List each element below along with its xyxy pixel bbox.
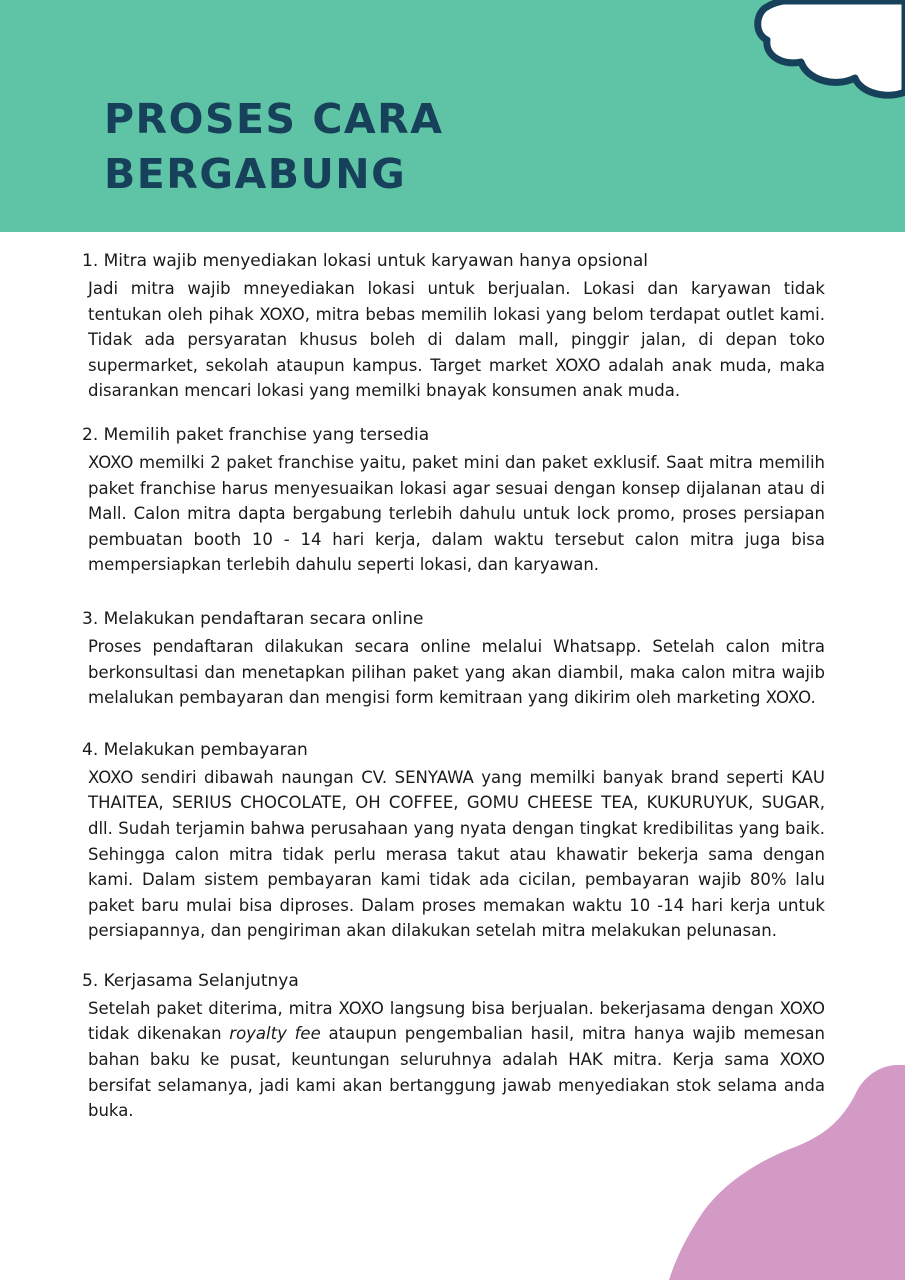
step-item	[80, 422, 825, 578]
step-body-text: ataupun pengembalian hasil, mitra hanya wajib memesan bahan baku ke pusat, keuntungan seluruhnya adalah HAK mitra. Kerja sama XOXO bersifat selamanya, jadi kami akan bertanggung jawab menyediakan stok selama anda buka.	[88, 1024, 825, 1121]
step-item	[80, 248, 825, 404]
steps-list	[80, 248, 825, 1124]
step-body-text: Setelah paket diterima, mitra XOXO langsung bisa berjualan. bekerjasama dengan XOXO tidak dikenakan	[88, 998, 825, 1044]
step-body: XOXO sendiri dibawah naungan CV. SENYAWA yang memilki banyak brand seperti KAU THAITEA, SERIUS CHOCOLATE, OH COFFEE, GOMU CHEESE TEA, KUKURUYUK, SUGAR, dll. Sudah terjamin bahwa perusahaan yang nyata dengan tingkat kredibilitas yang baik. Sehingga calon mitra tidak perlu merasa takut atau khawatir bekerja sama dengan kami. Dalam sistem pembayaran kami tidak ada cicilan, pembayaran wajib 80% lalu paket baru mulai bisa diproses. Dalam proses memakan waktu 10 -14 hari kerja untuk persiapannya, dan pengiriman akan dilakukan setelah mitra melakukan pelunasan.	[88, 767, 825, 941]
page-title-line-2: BERGABUNG	[104, 150, 407, 198]
step-heading: 1. Mitra wajib menyediakan lokasi untuk karyawan hanya opsional	[82, 251, 649, 271]
step-body: Jadi mitra wajib mneyediakan lokasi untuk berjualan. Lokasi dan karyawan tidak tentukan oleh pihak XOXO, mitra bebas memilih lokasi yang belom terdapat outlet kami. Tidak ada persyaratan khusus boleh di dalam mall, pinggir jalan, di depan toko supermarket, sekolah ataupun kampus. Target market XOXO adalah anak muda, maka disarankan mencari lokasi yang memilki bnayak konsumen anak muda.	[88, 279, 825, 401]
royalty-fee-term: royalty fee	[229, 1024, 321, 1044]
step-heading: 5. Kerjasama Selanjutnya	[82, 970, 299, 991]
step-item	[80, 737, 825, 944]
step-body	[88, 996, 825, 1124]
step-item	[80, 968, 825, 1124]
step-body: Proses pendaftaran dilakukan secara online melalui Whatsapp. Setelah calon mitra berkonsultasi dan menetapkan pilihan paket yang akan diambil, maka calon mitra wajib melalukan pembayaran dan mengisi form kemitraan yang dikirim oleh marketing XOXO.	[88, 636, 825, 708]
step-heading: 2. Memilih paket franchise yang tersedia	[82, 424, 430, 445]
step-body: XOXO memilki 2 paket franchise yaitu, paket mini dan paket exklusif. Saat mitra memilih paket franchise harus menyesuaikan lokasi agar sesuai dengan konsep dijalanan atau di Mall. Calon mitra dapta bergabung terlebih dahulu untuk lock promo, proses persiapan pembuatan booth 10 - 14 hari kerja, dalam waktu tersebut calon mitra juga bisa mempersiapkan terlebih dahulu seperti lokasi, dan karyawan.	[88, 452, 825, 575]
page-title	[104, 92, 524, 202]
cloud-decoration	[685, 0, 905, 110]
step-heading: 4. Melakukan pembayaran	[82, 739, 308, 760]
page-title-line-1: PROSES CARA	[104, 95, 444, 143]
step-item	[80, 606, 825, 711]
step-heading: 3. Melakukan pendaftaran secara online	[82, 608, 424, 629]
